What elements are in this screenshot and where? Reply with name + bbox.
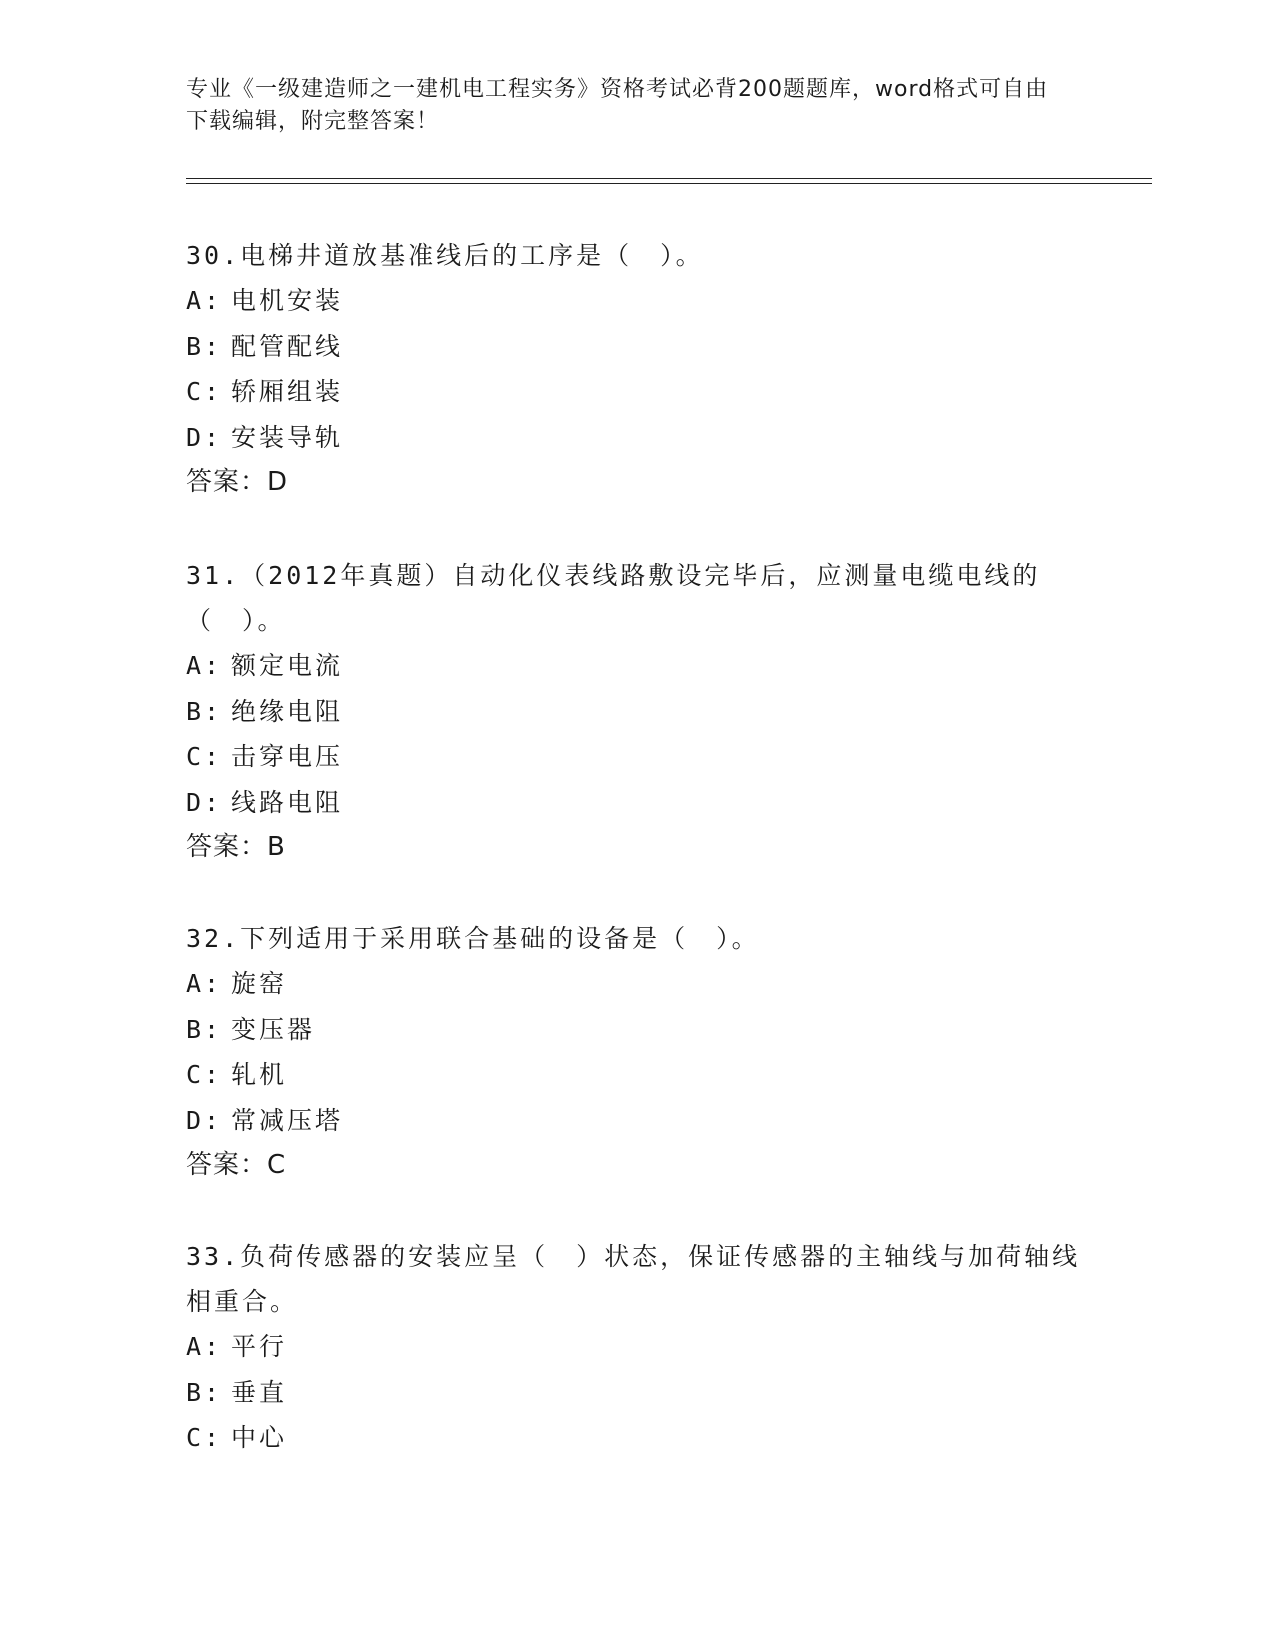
option-key: A: bbox=[186, 286, 223, 315]
option-key: D: bbox=[186, 422, 223, 452]
option-text: 垂直 bbox=[231, 1377, 288, 1407]
option-text: 击穿电压 bbox=[231, 742, 344, 771]
option-b bbox=[186, 1370, 1086, 1416]
option-b bbox=[186, 689, 1086, 735]
option-text: 安装导轨 bbox=[231, 422, 344, 452]
question-title: 32.下列适用于采用联合基础的设备是（ ）。 bbox=[186, 924, 760, 953]
option-a bbox=[186, 1324, 1086, 1370]
answer: 答案：C bbox=[186, 1150, 287, 1180]
option-key: B: bbox=[186, 696, 223, 726]
question-title: 33.负荷传感器的安装应呈（ ）状态，保证传感器的主轴线与加荷轴线相重合。 bbox=[186, 1242, 1081, 1316]
option-text: 中心 bbox=[231, 1423, 288, 1452]
option-text: 额定电流 bbox=[231, 651, 344, 680]
option-key: B: bbox=[186, 1377, 223, 1407]
answer: 答案：B bbox=[186, 832, 286, 862]
option-c bbox=[186, 369, 1086, 415]
question-title: 31.（2012年真题）自动化仪表线路敷设完毕后，应测量电缆电线的（ ）。 bbox=[186, 561, 1041, 635]
document-header: 专业《一级建造师之一建机电工程实务》资格考试必背200题题库，word格式可自由下载编辑，附完整答案！ bbox=[186, 77, 1049, 134]
option-key: A: bbox=[186, 969, 223, 998]
question-31 bbox=[186, 553, 1086, 870]
option-key: C: bbox=[186, 1060, 223, 1089]
option-text: 常减压塔 bbox=[231, 1105, 344, 1135]
header-divider-bottom bbox=[186, 183, 1152, 184]
option-text: 电机安装 bbox=[231, 286, 344, 315]
option-text: 配管配线 bbox=[231, 331, 344, 361]
option-key: A: bbox=[186, 1332, 223, 1361]
option-a bbox=[186, 643, 1086, 689]
option-text: 变压器 bbox=[231, 1014, 316, 1044]
option-a bbox=[186, 278, 1086, 324]
option-c bbox=[186, 1052, 1086, 1098]
option-text: 绝缘电阻 bbox=[231, 696, 344, 726]
option-text: 轿厢组装 bbox=[231, 377, 344, 406]
option-key: C: bbox=[186, 377, 223, 406]
option-d bbox=[186, 415, 1086, 461]
question-33 bbox=[186, 1234, 1086, 1461]
option-key: A: bbox=[186, 651, 223, 680]
option-text: 线路电阻 bbox=[231, 787, 344, 817]
option-text: 旋窑 bbox=[231, 969, 288, 998]
option-key: B: bbox=[186, 331, 223, 361]
question-30 bbox=[186, 233, 1086, 505]
option-d bbox=[186, 780, 1086, 826]
question-32 bbox=[186, 916, 1086, 1188]
question-title: 30.电梯井道放基准线后的工序是（ ）。 bbox=[186, 241, 704, 270]
option-key: C: bbox=[186, 1423, 223, 1452]
option-c bbox=[186, 734, 1086, 780]
answer: 答案：D bbox=[186, 467, 289, 497]
option-b bbox=[186, 1007, 1086, 1053]
option-key: B: bbox=[186, 1014, 223, 1044]
option-d bbox=[186, 1098, 1086, 1144]
option-b bbox=[186, 324, 1086, 370]
option-c bbox=[186, 1415, 1086, 1461]
option-key: D: bbox=[186, 787, 223, 817]
option-text: 平行 bbox=[231, 1332, 288, 1361]
header-divider-top bbox=[186, 178, 1152, 179]
option-key: D: bbox=[186, 1105, 223, 1135]
option-text: 轧机 bbox=[231, 1060, 288, 1089]
option-key: C: bbox=[186, 742, 223, 771]
option-a bbox=[186, 961, 1086, 1007]
